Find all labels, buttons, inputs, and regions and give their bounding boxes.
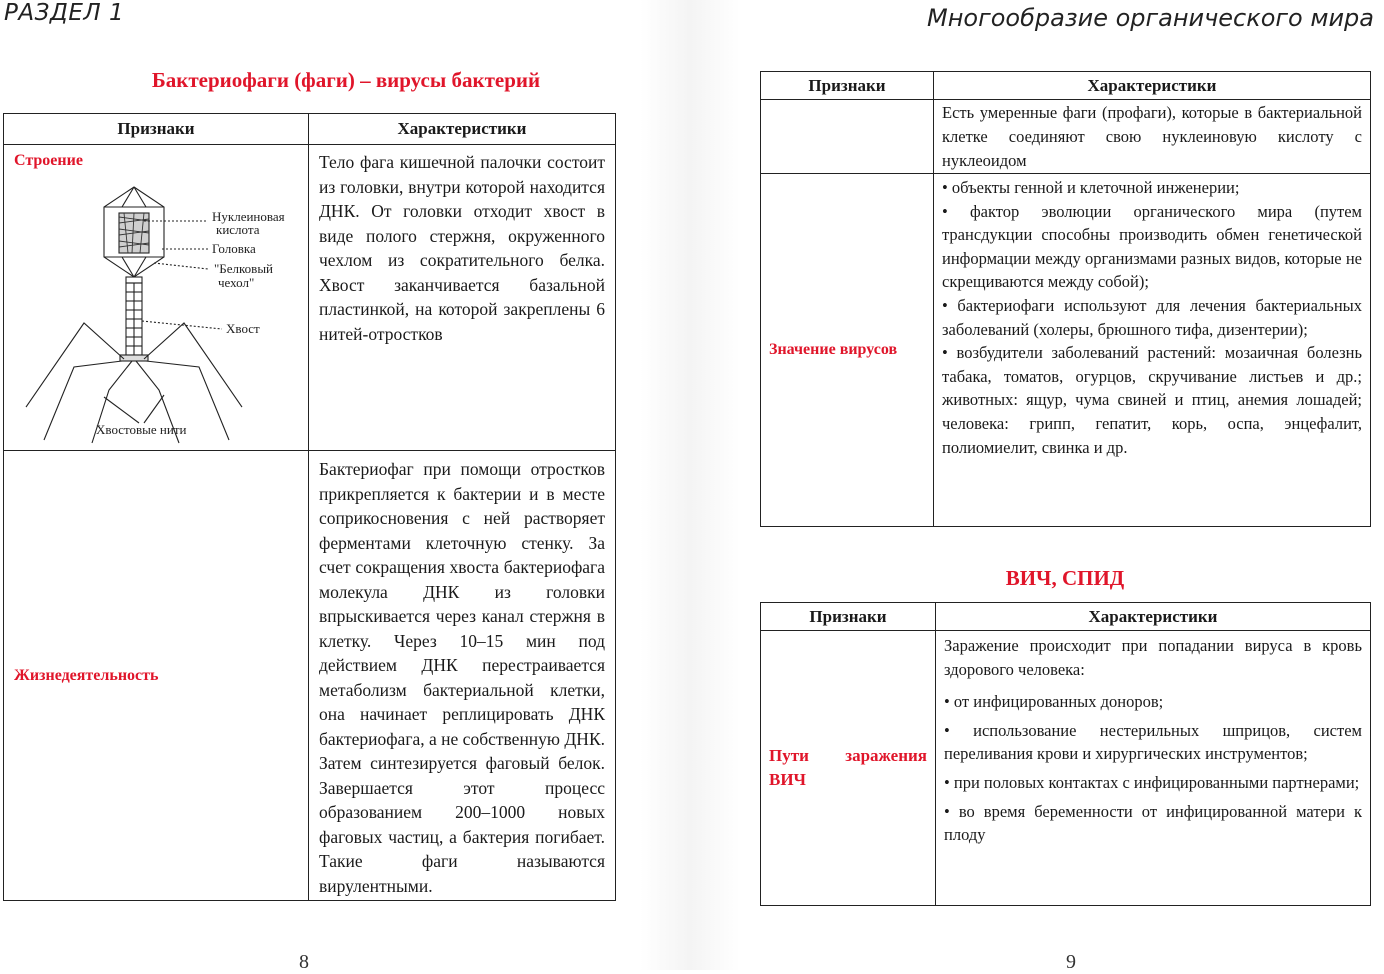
table-row (761, 174, 1371, 527)
running-title: Многообразие органического мира (927, 4, 1374, 32)
life-activity-text: Бактериофаг при помощи отростков прикрепляется к бактерии и в месте соприкосновения с ней растворяет ферментами клеточную стенку. За счет сокращения хвоста бактериофага молекула ДНК из головки впрыскивается через канал стержня в клетку. Через 10–15 мин под действием ДНК перестраивается метаболизм бактериальной клетки, она начинает реплицировать ДНК бактериофага, а не собственную ДНК. Затем синтезируется фаговый белок. Завершается этот процесс образованием 200–1000 новых фаговых частиц, а бактерия погибает. Такие фаги называются вирулентными. (319, 459, 605, 896)
hiv-aids-title: ВИЧ, СПИД (1005, 566, 1125, 590)
table-row (4, 451, 616, 901)
label-head: Головка (212, 241, 256, 256)
label-protein-coat-line2: чехол" (218, 275, 255, 290)
list-item: • фактор эволюции органического мира (путем трансдукции способны производить обмен генетической информации между организмами разных видов, которые не скрещиваются между собой); (942, 201, 1362, 292)
list-item: • бактериофаги используют для лечения бактериальных заболеваний (холеры, брюшного тифа, дизентерии); (942, 295, 1362, 339)
structure-text-cell (309, 145, 616, 451)
bacteriophage-title: Бактериофаги (фаги) – вирусы бактерий (151, 68, 541, 92)
label-protein-coat-line1: "Белковый (214, 261, 274, 276)
row-label-hiv-transmission: Пути заражения ВИЧ (769, 746, 927, 789)
page-number-left: 8 (299, 951, 309, 973)
life-label-cell (4, 451, 309, 901)
temperate-phage-text: Есть умеренные фаги (профаги), которые в бактериальной клетке соединяют свою нуклеиновую кислоту с нуклеоидом (942, 103, 1362, 170)
list-item: • от инфицированных доноров; (944, 692, 1164, 712)
transmission-label-cell (761, 631, 936, 906)
col-header-characteristics: Характеристики (936, 603, 1371, 631)
list-item: • объекты генной и клеточной инженерии; (942, 178, 1240, 197)
label-tail: Хвост (226, 321, 260, 336)
transmission-intro: Заражение происходит при попадании вируса в кровь здорового человека: (944, 636, 1362, 679)
list-item: • возбудители заболеваний растений: мозаичная болезнь табака, томатов, огурцов, скручивание листьев и др.; животных: ящур, чума свиней и птиц, анемия лошадей; человека: грипп, гепатит, корь, оспа, энцефалит, полиомиелит, свинка и др. (942, 343, 1362, 457)
col-header-characteristics: Характеристики (309, 114, 616, 145)
significance-label-cell (761, 174, 934, 527)
row-label-structure: Строение (14, 152, 83, 169)
table-row (4, 145, 616, 451)
structure-label-cell (4, 145, 309, 451)
table-header-row (761, 72, 1371, 100)
life-text-cell (309, 451, 616, 901)
section-label: РАЗДЕЛ 1 (4, 0, 125, 26)
row-label-life-activity: Жизнедеятельность (14, 666, 159, 684)
row-label-virus-significance: Значение вирусов (769, 341, 898, 358)
label-tail-fibers: Хвостовые нити (96, 422, 187, 437)
label-nucleic-acid-line2: кислота (216, 222, 260, 237)
transmission-text-cell (936, 631, 1371, 906)
temperate-phage-cell (934, 100, 1371, 174)
virus-significance-table (760, 71, 1371, 527)
bacteriophage-diagram (4, 145, 307, 445)
list-item: • использование нестерильных шприцов, систем переливания крови и хирургических инструментов; (944, 720, 1362, 764)
col-header-features: Признаки (761, 603, 936, 631)
label-nucleic-acid-line1: Нуклеиновая (212, 209, 285, 224)
col-header-features: Признаки (761, 72, 934, 100)
list-item: • во время беременности от инфицированной матери к плоду (944, 801, 1362, 845)
col-header-features: Признаки (4, 114, 309, 145)
table-row (761, 631, 1371, 906)
col-header-characteristics: Характеристики (934, 72, 1371, 100)
table-header-row (761, 603, 1371, 631)
right-page (692, 0, 1384, 973)
table-row (761, 100, 1371, 174)
significance-text-cell (934, 174, 1371, 527)
table-header-row (4, 114, 616, 145)
page-number-right: 9 (1066, 951, 1076, 973)
bacteriophage-table (3, 113, 616, 901)
list-item: • при половых контактах с инфицированными партнерами; (944, 772, 1360, 792)
structure-text: Тело фага кишечной палочки состоит из головки, внутри которой находится ДНК. От головки отходит хвост в виде полого стержня, окруженного чехлом из сократительного белка. Хвост заканчивается базальной пластинкой, на которой закреплены 6 нитей-отростков (319, 152, 605, 344)
hiv-table (760, 602, 1371, 906)
left-page (0, 0, 692, 973)
empty-label-cell (761, 100, 934, 174)
